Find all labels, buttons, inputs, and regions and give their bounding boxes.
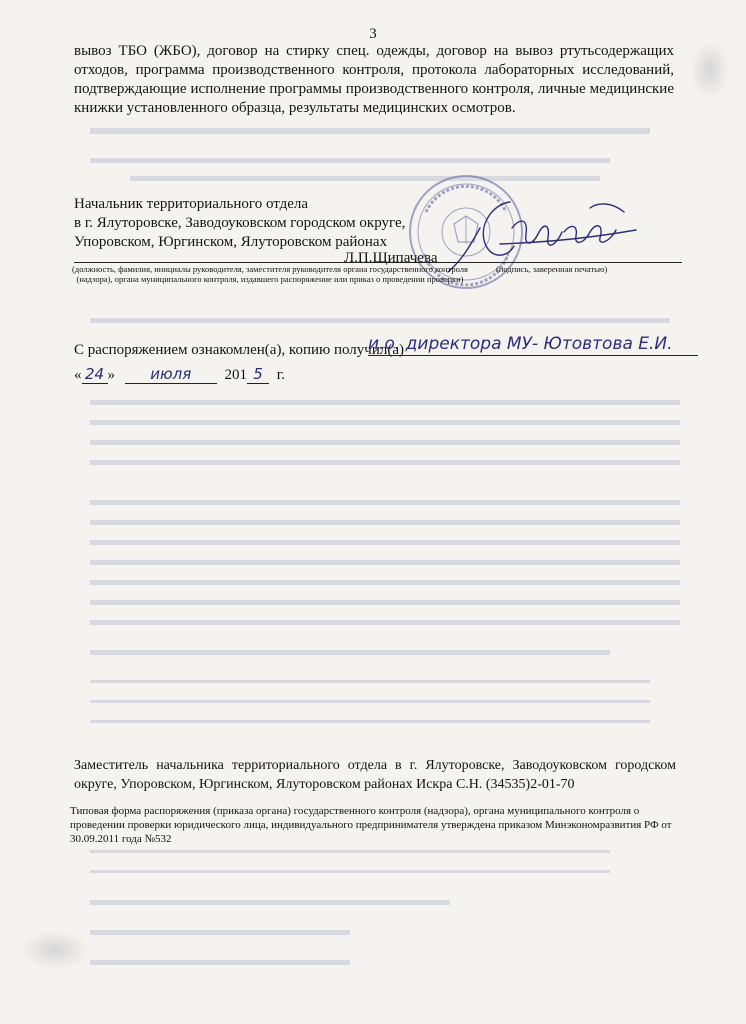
signer-title-line-3: Упоровском, Юргинском, Ялуторовском районах bbox=[74, 234, 388, 250]
signature-caption: (подпись, заверенная печатью) bbox=[496, 264, 608, 274]
acknowledgement-handwritten: и.о. директора МУ- Ютовтова Е.И. bbox=[368, 334, 698, 356]
signer-caption: (должность, фамилия, инициалы руководителя, заместителя руководителя органа государственного контроля (надзора), органа муниципального контроля, издавшего распоряжение или приказ о проведении проверки) bbox=[72, 264, 468, 284]
deputy-contact: Заместитель начальника территориального отдела в г. Ялуторовске, Заводоуковском городском округе, Упоровском, Юргинском, Ялуторовском районах Искра С.Н. (34535)2-01-70 bbox=[74, 758, 676, 792]
acknowledgement-text: С распоряжением ознакомлен(а), копию получил(а) bbox=[74, 342, 404, 358]
date-quote-open: « bbox=[74, 367, 82, 383]
date-month: июля bbox=[125, 365, 217, 384]
date-year-prefix: 201 bbox=[224, 367, 247, 383]
page-number: 3 bbox=[369, 26, 377, 42]
date-year-suffix: 5 bbox=[247, 365, 269, 384]
signer-title-line-1: Начальник территориального отдела bbox=[74, 196, 309, 212]
acknowledgement-date bbox=[74, 365, 285, 384]
requirements-paragraph: вывоз ТБО (ЖБО), договор на стирку спец. одежды, договор на вывоз ртутьсодержащих отходов, программа производственного контроля, протокола лабораторных исследований, подтверждающие исполнение программы производственного контроля, личные медицинские книжки установленного образца, результаты медицинских осмотров. bbox=[74, 43, 674, 116]
form-footnote: Типовая форма распоряжения (приказа органа) государственного контроля (надзора), органа муниципального контроля о проведении проверки юридического лица, индивидуального предпринимателя утверждена приказом Минэкономразвития РФ от 30.09.2011 года №532 bbox=[70, 805, 672, 845]
date-quote-close: » bbox=[107, 367, 115, 383]
date-year-unit: г. bbox=[276, 367, 285, 383]
signature-line bbox=[74, 262, 682, 263]
signer-title-line-2: в г. Ялуторовске, Заводоуковском городском округе, bbox=[74, 215, 406, 231]
date-day: 24 bbox=[82, 365, 108, 384]
signer-name: Л.П.Щипачева bbox=[344, 250, 438, 266]
